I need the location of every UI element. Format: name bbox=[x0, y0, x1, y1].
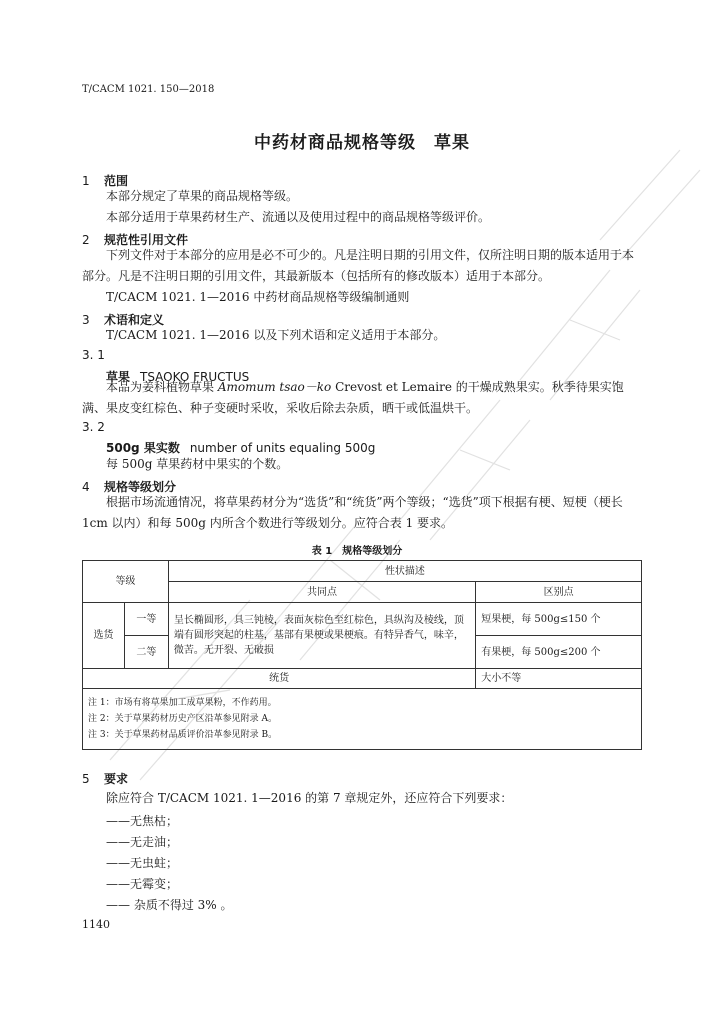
table-note-2: 注 2：关于草果药材历史产区沿革参见附录 A。 bbox=[88, 714, 277, 724]
term-2-number: 3. 2 bbox=[82, 420, 105, 434]
grade-table bbox=[82, 560, 642, 750]
grade-tong: 统货 bbox=[83, 669, 476, 689]
section-3-para: T/CACM 1021. 1—2016 以及下列术语和定义适用于本部分。 bbox=[106, 328, 446, 342]
section-2-reference: T/CACM 1021. 1—2016 中药材商品规格等级编制通则 bbox=[106, 290, 410, 304]
term-1-latin: Amomum tsao－ko bbox=[217, 380, 332, 394]
page-number: 1140 bbox=[82, 918, 110, 931]
requirement-item: ——无走油； bbox=[106, 835, 179, 849]
grade-first: 一等 bbox=[124, 603, 168, 636]
diff-tong: 大小不等 bbox=[476, 669, 642, 689]
term-1-def-b: Crevost et Lemaire 的干燥成熟果实。秋季待果实饱满、果皮变红棕色、种子变硬时采收，采收后除去杂质，晒干或低温烘干。 bbox=[82, 380, 624, 415]
section-4-number: 4 bbox=[82, 480, 90, 494]
term-2-en: number of units equaling 500g bbox=[189, 441, 376, 455]
term-2-definition: 每 500g 草果药材中果实的个数。 bbox=[106, 457, 289, 471]
grade-second: 二等 bbox=[124, 636, 168, 669]
section-3-title: 术语和定义 bbox=[104, 313, 165, 327]
section-1-para-2: 本部分适用于草果药材生产、流通以及使用过程中的商品规格等级评价。 bbox=[106, 210, 491, 224]
requirement-item: —— 杂质不得过 3% 。 bbox=[106, 898, 233, 912]
section-2-para: 下列文件对于本部分的应用是必不可少的。凡是注明日期的引用文件，仅所注明日期的版本适用于本部分。凡是不注明日期的引用文件，其最新版本（包括所有的修改版本）适用于本部分。 bbox=[82, 248, 635, 283]
table-caption bbox=[0, 542, 724, 557]
requirement-item: ——无霉变； bbox=[106, 877, 179, 891]
term-1-en: TSAOKO FRUCTUS bbox=[140, 370, 250, 384]
section-5-para: 除应符合 T/CACM 1021. 1—2016 的第 7 章规定外，还应符合下列要求： bbox=[106, 791, 513, 805]
table-note-3: 注 3：关于草果药材品质评价沿革参见附录 B。 bbox=[88, 730, 278, 740]
requirement-item: ——无虫蛀； bbox=[106, 856, 179, 870]
diff-second: 有果梗，每 500g≤200 个 bbox=[476, 636, 642, 669]
section-2-number: 2 bbox=[82, 233, 90, 247]
page-title: 中药材商品规格等级 草果 bbox=[254, 133, 470, 153]
section-5-number: 5 bbox=[82, 772, 90, 786]
standard-code: T/CACM 1021. 150—2018 bbox=[82, 84, 215, 95]
section-5-title: 要求 bbox=[104, 772, 129, 786]
term-1-number: 3. 1 bbox=[82, 348, 105, 362]
table-notes bbox=[83, 689, 642, 750]
term-2-cn: 500g 果实数 bbox=[106, 441, 180, 455]
header-grade: 等级 bbox=[83, 561, 169, 603]
section-1-number: 1 bbox=[82, 174, 90, 188]
header-common: 共同点 bbox=[168, 582, 475, 603]
header-diff: 区别点 bbox=[476, 582, 642, 603]
section-4-title: 规格等级划分 bbox=[104, 480, 177, 494]
table-caption-title: 规格等级划分 bbox=[342, 546, 403, 557]
section-3-number: 3 bbox=[82, 313, 90, 327]
section-4-para: 根据市场流通情况，将草果药材分为“选货”和“统货”两个等级；“选货”项下根据有梗、短梗（梗长 1cm 以内）和每 500g 内所含个数进行等级划分。应符合表 1 要求。 bbox=[82, 495, 623, 530]
term-1-cn: 草果 bbox=[106, 370, 131, 384]
term-1-definition bbox=[82, 377, 644, 419]
table-caption-number: 表 1 bbox=[311, 546, 333, 557]
term-1-def-a: 本品为姜科植物草果 bbox=[106, 380, 218, 394]
common-features: 呈长椭圆形，具三钝棱，表面灰棕色至红棕色，具纵沟及棱线，顶端有圆形突起的柱基，基部有果梗或果梗痕。有特异香气，味辛，微苦。无开裂、无破损 bbox=[168, 603, 475, 669]
table-note-1: 注 1：市场有将草果加工成草果粉，不作药用。 bbox=[88, 698, 277, 708]
grade-select: 选货 bbox=[83, 603, 125, 669]
requirement-item: ——无焦枯； bbox=[106, 814, 179, 828]
section-2-title: 规范性引用文件 bbox=[104, 233, 189, 247]
section-5-heading bbox=[82, 770, 128, 787]
section-1-para-1: 本部分规定了草果的商品规格等级。 bbox=[106, 189, 299, 203]
section-1-title: 范围 bbox=[104, 174, 129, 188]
diff-first: 短果梗，每 500g≤150 个 bbox=[476, 603, 642, 636]
header-desc: 性状描述 bbox=[168, 561, 641, 582]
